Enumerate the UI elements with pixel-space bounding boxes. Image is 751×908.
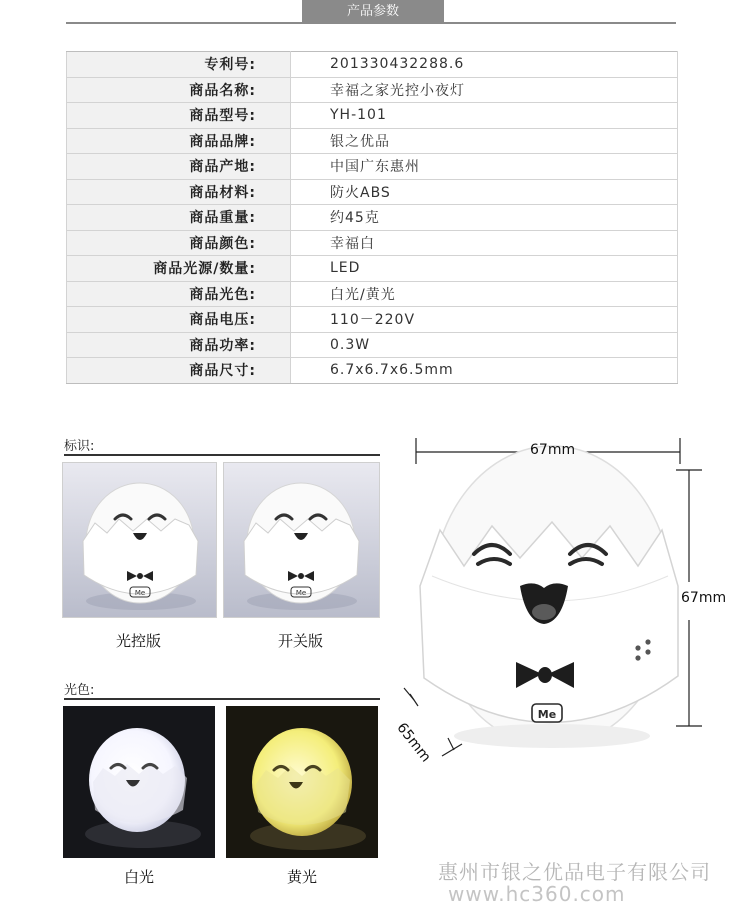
spec-value: 6.7x6.7x6.5mm xyxy=(291,358,678,384)
spec-key: 商品电压: xyxy=(67,307,291,333)
spec-key: 商品光源/数量: xyxy=(67,256,291,282)
spec-row xyxy=(67,358,678,384)
company-name: 惠州市银之优品电子有限公司 xyxy=(438,860,711,884)
me-badge-text: Me xyxy=(537,708,557,721)
spec-key: 商品光色: xyxy=(67,281,291,307)
spec-row xyxy=(67,179,678,205)
dimension-depth: 65mm xyxy=(393,720,434,766)
spec-key: 商品材料: xyxy=(67,179,291,205)
spec-key: 商品尺寸: xyxy=(67,358,291,384)
light-color-rule xyxy=(64,698,380,700)
product-dimension-svg xyxy=(402,426,732,786)
light-color-label: 光色: xyxy=(64,683,95,698)
spec-key: 商品功率: xyxy=(67,332,291,358)
spec-table xyxy=(66,51,678,384)
spec-row xyxy=(67,281,678,307)
me-badge-text: Me xyxy=(295,589,307,597)
caption-light-control: 光控版 xyxy=(115,632,161,650)
spec-key: 商品品牌: xyxy=(67,128,291,154)
dimension-height: 67mm xyxy=(681,590,727,606)
caption-switch: 开关版 xyxy=(277,632,323,650)
spec-row xyxy=(67,128,678,154)
spec-value: YH-101 xyxy=(291,103,678,129)
spec-value: 幸福之家光控小夜灯 xyxy=(291,77,678,103)
spec-value: 防火ABS xyxy=(291,179,678,205)
spec-row xyxy=(67,332,678,358)
spec-value: 110－220V xyxy=(291,307,678,333)
spec-value: 银之优品 xyxy=(291,128,678,154)
spec-value: 中国广东惠州 xyxy=(291,154,678,180)
dimension-width: 67mm xyxy=(530,442,576,458)
spec-key: 商品颜色: xyxy=(67,230,291,256)
spec-value: 白光/黄光 xyxy=(291,281,678,307)
photo-light-control-version xyxy=(62,462,217,618)
product-dimension-drawing xyxy=(393,426,732,786)
spec-row xyxy=(67,307,678,333)
site-url: www.hc360.com xyxy=(448,882,626,906)
photo-white-light xyxy=(63,706,215,858)
photo-yellow-light xyxy=(226,706,378,858)
spec-row xyxy=(67,154,678,180)
spec-value: 约45克 xyxy=(291,205,678,231)
identification-rule xyxy=(64,454,380,456)
spec-value: 0.3W xyxy=(291,332,678,358)
caption-yellow-light: 黄光 xyxy=(286,868,317,886)
caption-white-light: 白光 xyxy=(123,868,154,886)
section-tab-product-params: 产品参数 xyxy=(302,0,444,24)
spec-row xyxy=(67,256,678,282)
spec-row xyxy=(67,103,678,129)
spec-key: 商品名称: xyxy=(67,77,291,103)
spec-key: 商品产地: xyxy=(67,154,291,180)
spec-row xyxy=(67,230,678,256)
spec-key: 商品型号: xyxy=(67,103,291,129)
spec-row xyxy=(67,77,678,103)
spec-row xyxy=(67,205,678,231)
spec-key: 专利号: xyxy=(67,52,291,78)
identification-label: 标识: xyxy=(64,439,95,454)
spec-value: 幸福白 xyxy=(291,230,678,256)
spec-value: LED xyxy=(291,256,678,282)
spec-value: 201330432288.6 xyxy=(291,52,678,78)
photo-switch-version xyxy=(223,462,380,618)
me-badge-text: Me xyxy=(134,589,146,597)
spec-key: 商品重量: xyxy=(67,205,291,231)
spec-row xyxy=(67,52,678,78)
